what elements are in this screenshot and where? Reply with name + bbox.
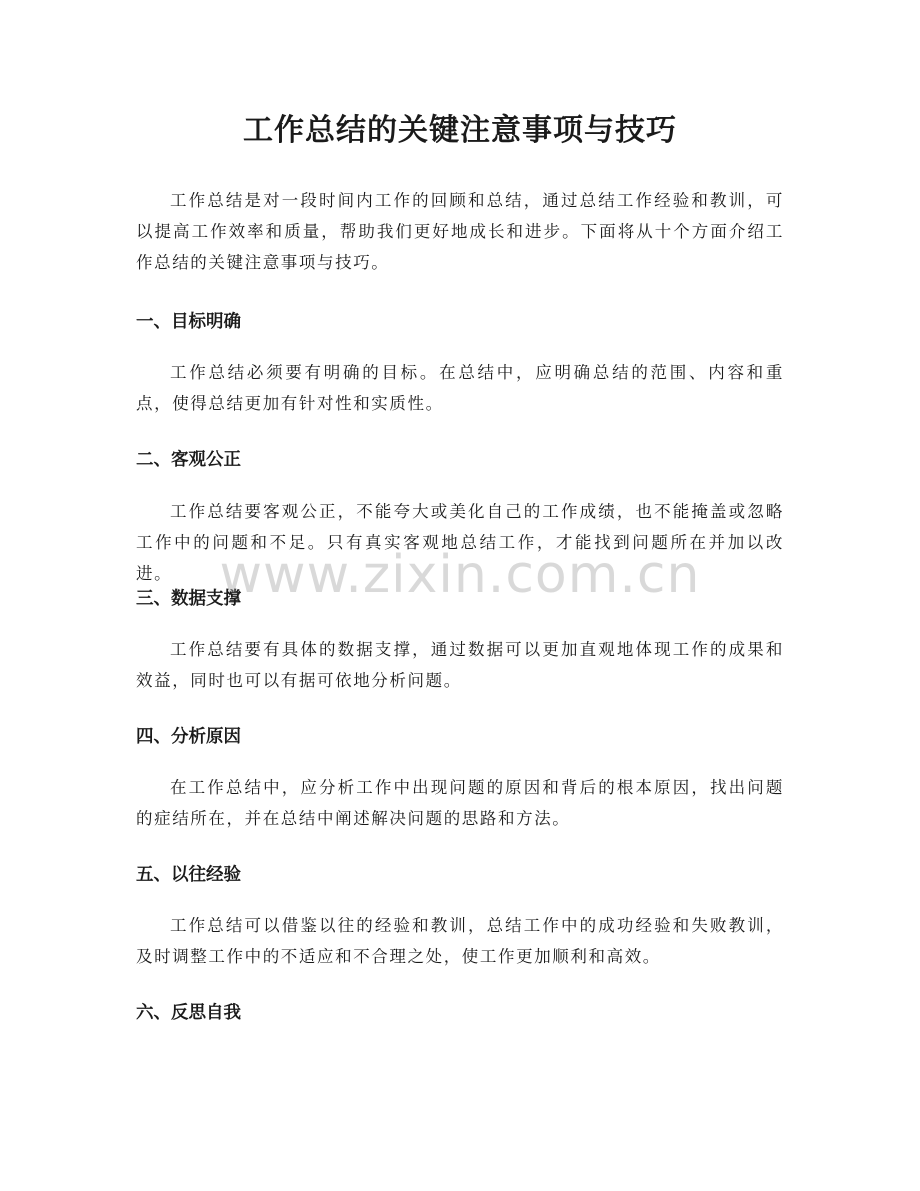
section-heading-5: 五、以往经验: [136, 865, 241, 885]
section-heading-2: 二、客观公正: [136, 450, 241, 470]
document-title: 工作总结的关键注意事项与技巧: [243, 113, 677, 148]
section-heading-1: 一、目标明确: [136, 312, 241, 332]
section-body-4: 在工作总结中，应分析工作中出现问题的原因和背后的根本原因，找出问题的症结所在，并在总结中阐述解决问题的思路和方法。: [136, 778, 784, 828]
section-heading-4: 四、分析原因: [136, 727, 241, 747]
intro-paragraph: 工作总结是对一段时间内工作的回顾和总结，通过总结工作经验和教训，可以提高工作效率和质量，帮助我们更好地成长和进步。下面将从十个方面介绍工作总结的关键注意事项与技巧。: [136, 191, 784, 272]
section-heading-6: 六、反思自我: [136, 1003, 241, 1023]
watermark-text: www.zixin.com.cn: [219, 545, 701, 605]
section-body-1: 工作总结必须要有明确的目标。在总结中，应明确总结的范围、内容和重点，使得总结更加有针对性和实质性。: [136, 363, 784, 413]
section-body-3: 工作总结要有具体的数据支撑，通过数据可以更加直观地体现工作的成果和效益，同时也可以有据可依地分析问题。: [136, 640, 784, 690]
section-heading-3: 三、数据支撑: [136, 589, 241, 609]
section-body-5: 工作总结可以借鉴以往的经验和教训，总结工作中的成功经验和失败教训，及时调整工作中的不适应和不合理之处，使工作更加顺利和高效。: [136, 916, 784, 966]
section-body-2: 工作总结要客观公正，不能夸大或美化自己的工作成绩，也不能掩盖或忽略工作中的问题和不足。只有真实客观地总结工作，才能找到问题所在并加以改进。: [136, 502, 784, 583]
